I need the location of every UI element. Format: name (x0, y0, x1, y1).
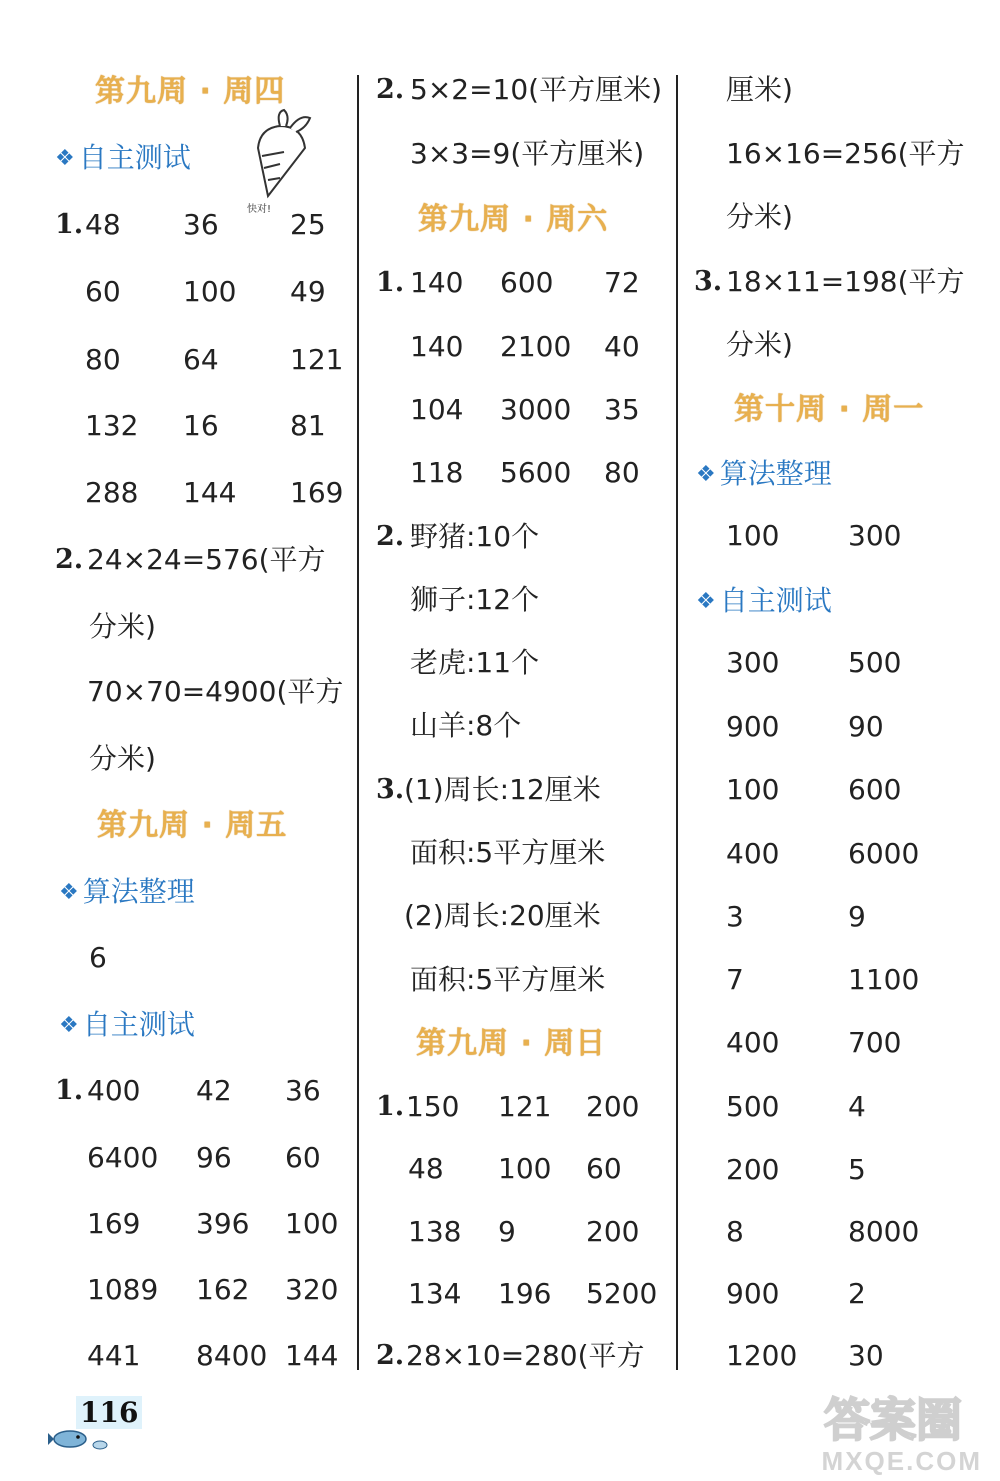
answer-text: 面积:5平方厘米 (410, 963, 606, 996)
answer-cell: 132 (85, 409, 139, 442)
diamond-icon: ❖ (59, 880, 79, 905)
answer-cell: 72 (604, 266, 640, 299)
answer-cell: 500 (726, 1090, 780, 1123)
answer-cell: 140 (410, 266, 464, 299)
answer-cell: 4 (848, 1090, 866, 1123)
answer-cell: 2 (848, 1277, 866, 1310)
answer-cell: 96 (196, 1141, 232, 1174)
answer-text: 分米) (726, 328, 793, 361)
answer-cell: 140 (410, 330, 464, 363)
answer-text: 山羊:8个 (410, 709, 522, 742)
answer-cell: 30 (848, 1339, 884, 1372)
answer-cell: 100 (285, 1207, 339, 1240)
carrot-label: 快对! (247, 204, 272, 215)
answer-cell: 396 (196, 1207, 250, 1240)
answer-cell: 700 (848, 1026, 902, 1059)
answer-cell: 80 (85, 343, 121, 376)
answer-cell: 36 (285, 1074, 321, 1107)
section-algorithm: ❖ 算法整理 (696, 457, 832, 490)
answer-cell: 16 (183, 409, 219, 442)
answer-cell: 25 (290, 208, 326, 241)
answer-cell: 100 (498, 1152, 552, 1185)
page-number: 116 (76, 1396, 142, 1429)
answer-cell: 36 (183, 208, 219, 241)
section-self-test: ❖ 自主测试 (59, 1008, 195, 1041)
answer-cell: 121 (290, 343, 344, 376)
answer-cell: 200 (586, 1215, 640, 1248)
answer-cell: 5200 (586, 1277, 658, 1310)
answer-cell: 200 (726, 1153, 780, 1186)
section-algorithm: ❖ 算法整理 (59, 875, 195, 908)
column-2 (376, 0, 674, 1481)
answer-cell: 121 (498, 1090, 552, 1123)
watermark-logo (820, 1392, 990, 1447)
question-number: 1. (55, 209, 84, 240)
answer-cell: 196 (498, 1277, 552, 1310)
answer-cell: 134 (408, 1277, 462, 1310)
answer-cell: 81 (290, 409, 326, 442)
question-number: 2. (376, 1340, 405, 1371)
answer-cell: 35 (604, 393, 640, 426)
answer-cell: 8 (726, 1215, 744, 1248)
answer-cell: 200 (586, 1090, 640, 1123)
answer-cell: 90 (848, 710, 884, 743)
answer-cell: 400 (726, 1026, 780, 1059)
answer-cell: 169 (87, 1207, 141, 1240)
answer-text: 70×70=4900(平方 (87, 675, 344, 708)
answer-cell: 400 (87, 1074, 141, 1107)
answer-text: 18×11=198(平方 (726, 265, 965, 298)
question-number: 3. (694, 266, 723, 297)
watermark-line2: MXQE.COM (821, 1446, 982, 1476)
diamond-icon: ❖ (59, 1013, 79, 1038)
answer-text: 野猪:10个 (410, 520, 540, 553)
diamond-icon: ❖ (696, 589, 716, 614)
answer-cell: 300 (848, 519, 902, 552)
question-number: 2. (55, 544, 84, 575)
answer-cell: 1089 (87, 1273, 159, 1306)
question-number: 2. (376, 521, 405, 552)
answer-cell: 100 (726, 519, 780, 552)
answer-cell: 441 (87, 1339, 141, 1372)
heading-week9-sat: 第九周 · 周六 (418, 202, 609, 237)
answer-cell: 60 (85, 275, 121, 308)
answer-text: 分米) (89, 610, 156, 643)
answer-cell: 49 (290, 275, 326, 308)
answer-cell: 400 (726, 837, 780, 870)
section-self-test: ❖ 自主测试 (55, 141, 191, 174)
answer-cell: 500 (848, 646, 902, 679)
answer-text: 厘米) (726, 73, 793, 106)
heading-week9-fri: 第九周 · 周五 (97, 808, 288, 843)
section-self-test: ❖ 自主测试 (696, 584, 832, 617)
answer-text: 24×24=576(平方 (87, 543, 326, 576)
question-number: 1. (376, 267, 405, 298)
carrot-icon (250, 108, 320, 203)
fish-icon (48, 1425, 118, 1455)
answer-cell: 150 (406, 1090, 460, 1123)
question-number: 1. (55, 1075, 84, 1106)
answer-text: 5×2=10(平方厘米) (410, 73, 663, 106)
answer-cell: 320 (285, 1273, 339, 1306)
answer-cell: 8400 (196, 1339, 268, 1372)
answer-cell: 6400 (87, 1141, 159, 1174)
answer-text: (2)周长:20厘米 (404, 899, 601, 932)
answer-cell: 3000 (500, 393, 572, 426)
column-divider-2 (676, 75, 678, 1370)
answer-cell: 1100 (848, 963, 920, 996)
answer-cell: 900 (726, 1277, 780, 1310)
answer-text: 28×10=280(平方 (406, 1339, 645, 1372)
answer-cell: 900 (726, 710, 780, 743)
answer-cell: 1200 (726, 1339, 798, 1372)
answer-text: 面积:5平方厘米 (410, 836, 606, 869)
answer-cell: 600 (848, 773, 902, 806)
answer-cell: 100 (183, 275, 237, 308)
answer-cell: 6000 (848, 837, 920, 870)
answer-text: 狮子:12个 (410, 583, 540, 616)
answer-cell: 600 (500, 266, 554, 299)
answer-cell: 42 (196, 1074, 232, 1107)
answer-cell: 5600 (500, 456, 572, 489)
answer-cell: 5 (848, 1153, 866, 1186)
answer-cell: 100 (726, 773, 780, 806)
answer-cell: 118 (410, 456, 464, 489)
answer-cell: 9 (848, 900, 866, 933)
answer-cell: 104 (410, 393, 464, 426)
answer-text: (1)周长:12厘米 (404, 773, 601, 806)
answer-cell: 40 (604, 330, 640, 363)
answer-cell: 2100 (500, 330, 572, 363)
answer-cell: 138 (408, 1215, 462, 1248)
answer-cell: 288 (85, 476, 139, 509)
question-number: 2. (376, 74, 405, 105)
answer-text: 6 (89, 941, 107, 974)
answer-cell: 144 (285, 1339, 339, 1372)
column-3 (694, 0, 994, 1481)
answer-cell: 60 (285, 1141, 321, 1174)
answer-text: 16×16=256(平方 (726, 137, 965, 170)
answer-cell: 80 (604, 456, 640, 489)
answer-text: 老虎:11个 (410, 646, 540, 679)
answer-cell: 162 (196, 1273, 250, 1306)
answer-cell: 48 (85, 208, 121, 241)
heading-week10-mon: 第十周 · 周一 (734, 392, 925, 427)
watermark-line1: 答案圈 (824, 1393, 962, 1447)
heading-week9-sun: 第九周 · 周日 (416, 1026, 607, 1061)
answer-cell: 169 (290, 476, 344, 509)
diamond-icon: ❖ (55, 146, 75, 171)
question-number: 3. (376, 774, 405, 805)
heading-week9-thu: 第九周 · 周四 (95, 74, 286, 109)
answer-cell: 7 (726, 963, 744, 996)
answer-cell: 60 (586, 1152, 622, 1185)
answer-cell: 144 (183, 476, 237, 509)
column-divider-1 (357, 75, 359, 1370)
answer-text: 分米) (89, 742, 156, 775)
column-1 (55, 0, 355, 1481)
diamond-icon: ❖ (696, 462, 716, 487)
answer-text: 分米) (726, 200, 793, 233)
answer-cell: 48 (408, 1152, 444, 1185)
answer-cell: 3 (726, 900, 744, 933)
question-number: 1. (376, 1091, 405, 1122)
answer-cell: 64 (183, 343, 219, 376)
answer-cell: 8000 (848, 1215, 920, 1248)
answer-cell: 9 (498, 1215, 516, 1248)
answer-cell: 300 (726, 646, 780, 679)
answer-text: 3×3=9(平方厘米) (410, 137, 645, 170)
